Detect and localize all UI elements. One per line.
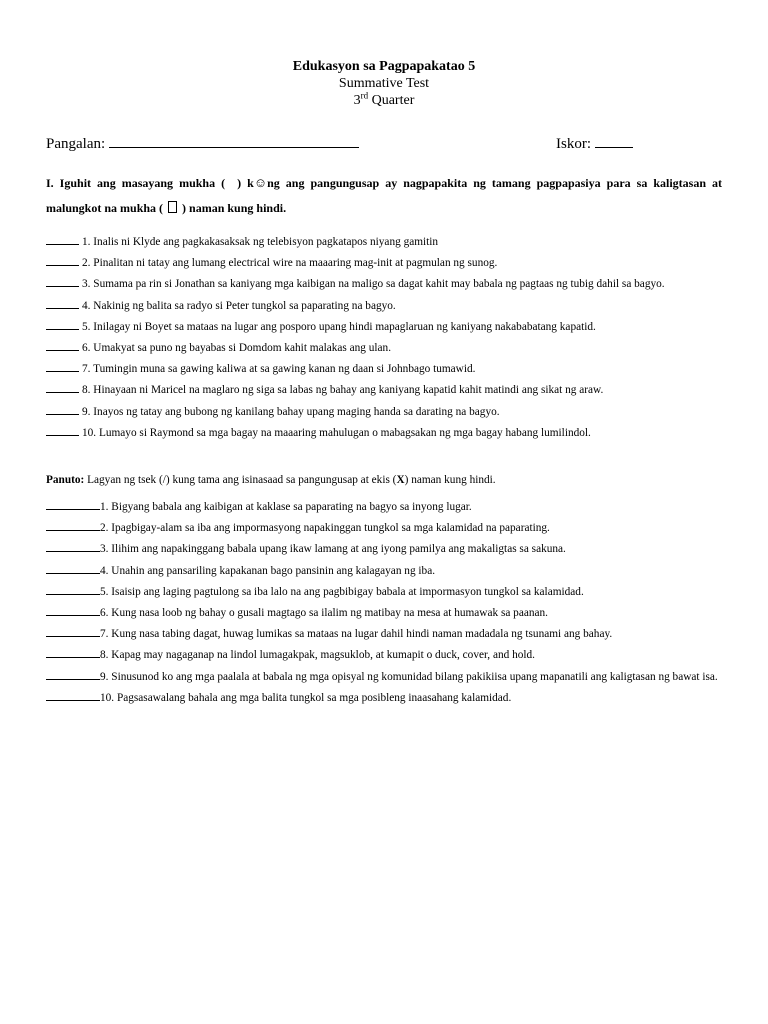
section1-instructions: I. Iguhit ang masayang mukha ( ) k☺ng ang pangungusap ay nagpapakita ng tamang pagpapasiya para sa kaligtasan at malungkot na mukha ( ) naman kung hindi.: [46, 170, 722, 221]
answer-blank[interactable]: [46, 274, 79, 287]
answer-blank[interactable]: [46, 423, 79, 436]
list-item: 1. Inalis ni Klyde ang pagkakasaksak ng telebisyon pagkatapos niyang gamitin: [46, 232, 722, 253]
name-field: [46, 133, 359, 153]
answer-blank[interactable]: [46, 359, 79, 372]
answer-blank[interactable]: [46, 667, 100, 680]
sad-face-icon: [168, 201, 177, 213]
answer-blank[interactable]: [46, 402, 79, 415]
answer-blank[interactable]: [46, 317, 79, 330]
list-item: 9. Sinusunod ko ang mga paalala at babala ng mga opisyal ng komunidad bilang pakikiisa upang mapanatili ang kaligtasan ng bawat isa.: [46, 667, 722, 688]
list-item: 9. Inayos ng tatay ang bubong ng kanilang bahay upang maging handa sa darating na bagyo.: [46, 402, 722, 423]
answer-blank[interactable]: [46, 296, 79, 309]
list-item: 5. Inilagay ni Boyet sa mataas na lugar ang posporo upang hindi mapaglaruan ng kaniyang nakababatang kapatid.: [46, 317, 722, 338]
list-item: 2. Pinalitan ni tatay ang lumang electrical wire na maaaring mag-init at pagmulan ng sunog.: [46, 253, 722, 274]
list-item: 10. Lumayo si Raymond sa mga bagay na maaaring mahulugan o mabagsakan ng mga bagay habang lumilindol.: [46, 423, 722, 444]
name-label: Pangalan:: [46, 136, 106, 152]
section2-list: [46, 497, 722, 709]
answer-blank[interactable]: [46, 539, 100, 552]
student-info-row: [46, 133, 722, 153]
answer-blank[interactable]: [46, 561, 100, 574]
list-item: 3. Sumama pa rin si Jonathan sa kaniyang mga kaibigan na maligo sa dagat kahit may babala ng pagtaas ng tubig dahil sa bagyo.: [46, 274, 722, 295]
list-item: 8. Hinayaan ni Maricel na maglaro ng siga sa labas ng bahay ang kaniyang kapatid kahit matindi ang sikat ng araw.: [46, 380, 722, 401]
answer-blank[interactable]: [46, 497, 100, 510]
page-subtitle: Summative Test: [338, 76, 430, 91]
list-item: 2. Ipagbigay-alam sa iba ang impormasyong napakinggan tungkol sa mga kalamidad na paparating.: [46, 518, 722, 539]
list-item: 3. Ilihim ang napakinggang babala upang ikaw lamang at ang iyong pamilya ang makaligtas sa sakuna.: [46, 539, 722, 560]
list-item: 10. Pagsasawalang bahala ang mga balita tungkol sa mga posibleng inaasahang kalamidad.: [46, 688, 722, 709]
list-item: 4. Nakinig ng balita sa radyo si Peter tungkol sa paparating na bagyo.: [46, 296, 722, 317]
answer-blank[interactable]: [46, 232, 79, 245]
list-item: 6. Kung nasa loob ng bahay o gusali magtago sa ilalim ng matibay na mesa at humawak sa paanan.: [46, 603, 722, 624]
quarter-label: 3rd Quarter: [353, 90, 415, 108]
happy-face-icon: ☺: [253, 175, 268, 190]
answer-blank[interactable]: [46, 624, 100, 637]
answer-blank[interactable]: [46, 518, 100, 531]
list-item: 6. Umakyat sa puno ng bayabas si Domdom kahit malakas ang ulan.: [46, 338, 722, 359]
page-title: Edukasyon sa Pagpapakatao 5: [292, 59, 476, 74]
answer-blank[interactable]: [46, 338, 79, 351]
answer-blank[interactable]: [46, 253, 79, 266]
list-item: 7. Tumingin muna sa gawing kaliwa at sa gawing kanan ng daan si Johnbago tumawid.: [46, 359, 722, 380]
list-item: 4. Unahin ang pansariling kapakanan bago pansinin ang kalagayan ng iba.: [46, 561, 722, 582]
list-item: 5. Isaisip ang laging pagtulong sa iba lalo na ang pagbibigay babala at impormasyon tungkol sa kalamidad.: [46, 582, 722, 603]
section2-instructions: Panuto: Lagyan ng tsek (/) kung tama ang isinasaad sa pangungusap at ekis (X) naman kung hindi.: [46, 474, 496, 487]
score-label: Iskor:: [556, 136, 591, 152]
score-field: [556, 133, 633, 153]
header: [46, 58, 722, 109]
list-item: 1. Bigyang babala ang kaibigan at kaklase sa paparating na bagyo sa inyong lugar.: [46, 497, 722, 518]
answer-blank[interactable]: [46, 603, 100, 616]
name-blank[interactable]: [109, 133, 359, 148]
answer-blank[interactable]: [46, 645, 100, 658]
section1-list: [46, 232, 722, 444]
answer-blank[interactable]: [46, 380, 79, 393]
worksheet-page: [46, 58, 722, 709]
answer-blank[interactable]: [46, 582, 100, 595]
list-item: 7. Kung nasa tabing dagat, huwag lumikas sa mataas na lugar dahil hindi naman madadala ng tsunami ang bahay.: [46, 624, 722, 645]
answer-blank[interactable]: [46, 688, 100, 701]
list-item: 8. Kapag may nagaganap na lindol lumagakpak, magsuklob, at kumapit o duck, cover, and hold.: [46, 645, 722, 666]
score-blank[interactable]: [595, 133, 633, 148]
